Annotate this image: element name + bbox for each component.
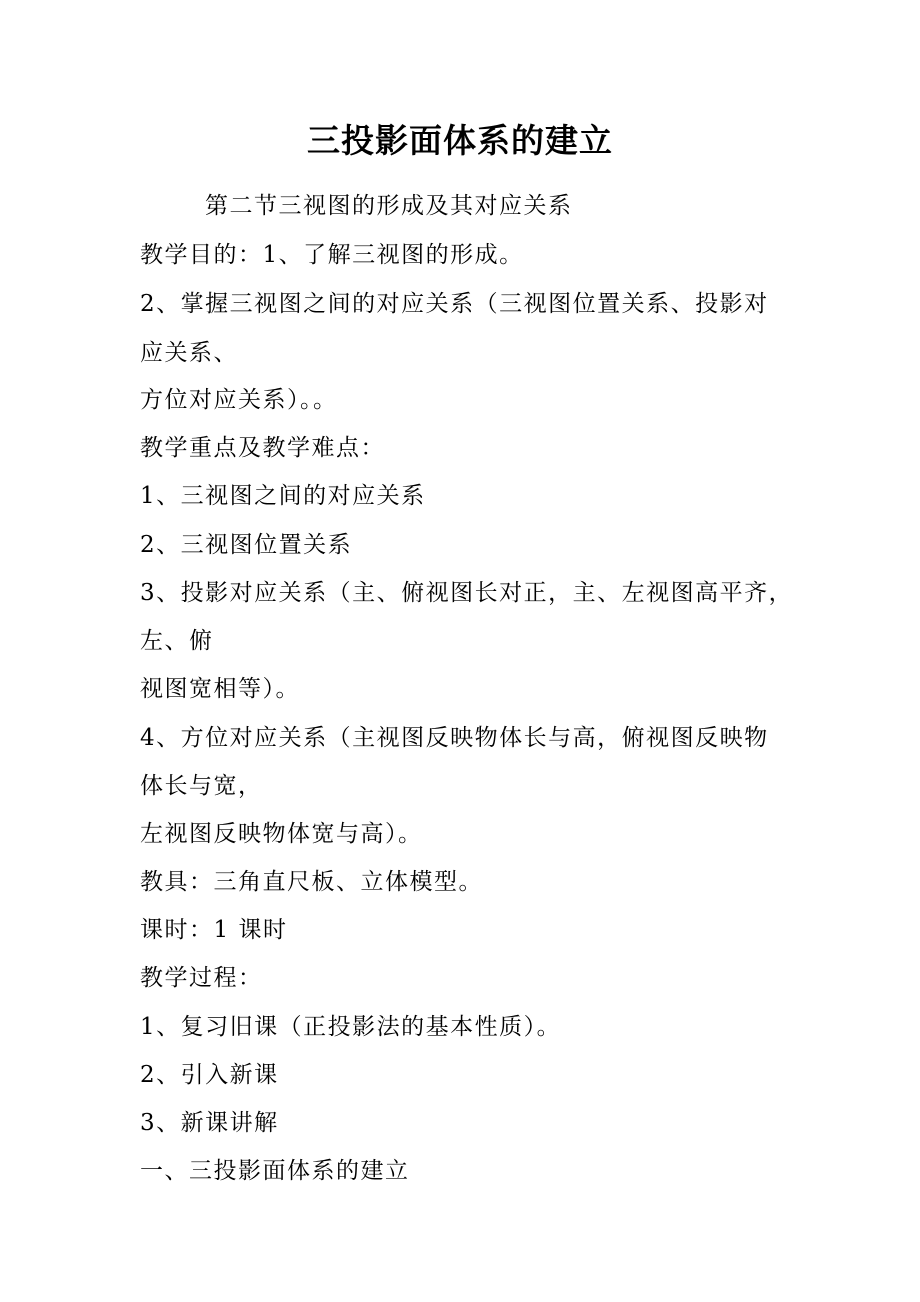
text-line: 3、新课讲解 xyxy=(140,1110,279,1136)
text-line: 课时：1 课时 xyxy=(140,917,288,943)
text-line: 3、投影对应关系（主、俯视图长对正，主、左视图高平齐， xyxy=(140,580,794,606)
text-line: 教学过程： xyxy=(140,965,263,991)
text-line: 教具：三角直尺板、立体模型。 xyxy=(140,869,483,895)
text-line: 视图宽相等）。 xyxy=(140,676,300,702)
text-line: 2、引入新课 xyxy=(140,1062,279,1088)
section-heading: 第二节三视图的形成及其对应关系 xyxy=(205,193,573,219)
text-line: 应关系、 xyxy=(140,340,238,366)
text-line: 左、俯 xyxy=(140,628,214,654)
text-line: 一、三投影面体系的建立 xyxy=(140,1158,410,1184)
document-title: 三投影面体系的建立 xyxy=(307,121,613,160)
text-line: 2、掌握三视图之间的对应关系（三视图位置关系、投影对 xyxy=(140,291,769,317)
text-line: 教学重点及教学难点： xyxy=(140,435,385,461)
text-line: 2、三视图位置关系 xyxy=(140,532,353,558)
text-line: 4、方位对应关系（主视图反映物体长与高，俯视图反映物 xyxy=(140,725,769,751)
text-line: 教学目的：1、了解三视图的形成。 xyxy=(140,242,524,268)
text-line: 左视图反映物体宽与高）。 xyxy=(140,821,423,847)
text-line: 方位对应关系）。。 xyxy=(140,387,338,413)
text-line: 体长与宽， xyxy=(140,773,263,799)
text-line: 1、三视图之间的对应关系 xyxy=(140,483,426,509)
text-line: 1、复习旧课（正投影法的基本性质）。 xyxy=(140,1014,562,1040)
